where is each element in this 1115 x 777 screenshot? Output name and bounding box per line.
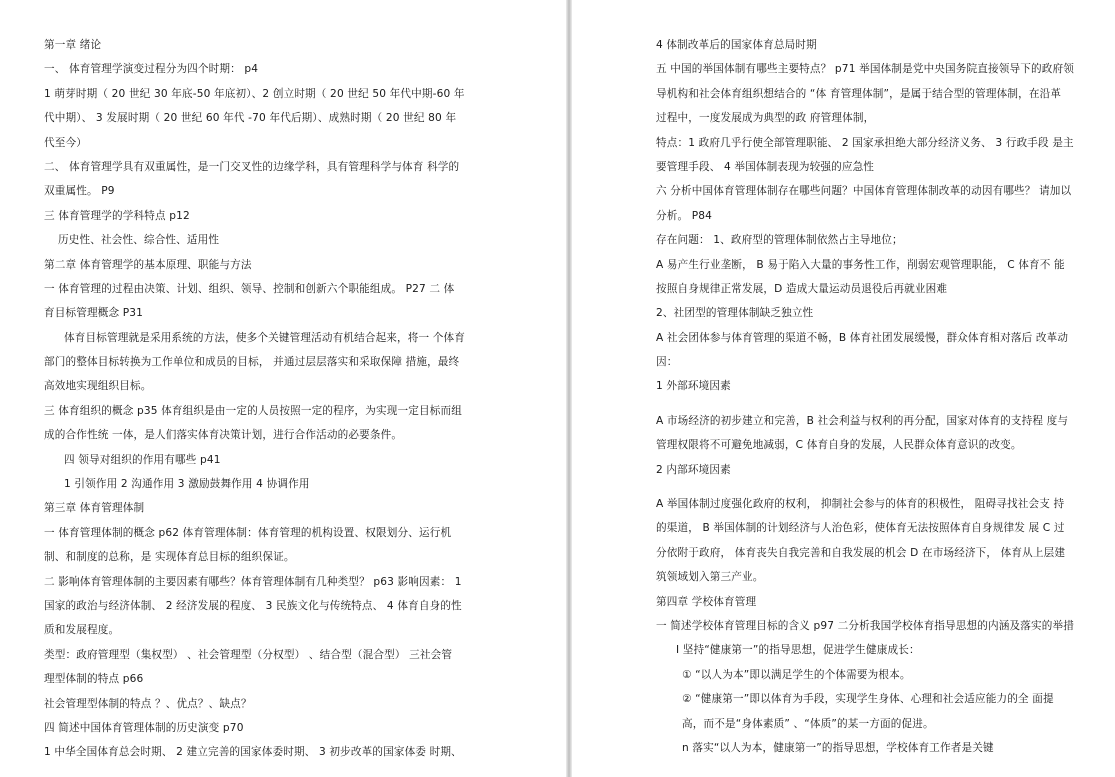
text-line: 一、 体育管理学演变过程分为四个时期： p4 <box>44 63 259 76</box>
text-line: 1 外部环境因素 <box>656 380 731 393</box>
text-line: I 坚持“健康第一”的指导思想，促进学生健康成长： <box>676 644 920 657</box>
left-text-column <box>44 33 504 765</box>
text-line: 管理权限将不可避免地减弱，C 体育自身的发展，人民群众体育意识的改变。 <box>656 439 1022 452</box>
text-line: 五 中国的举国体制有哪些主要特点？ p71 举国体制是党中央国务院直接领导下的政府领 <box>656 63 1074 76</box>
text-line: 社会管理型体制的特点 ？、优点？、缺点？ <box>44 697 252 710</box>
text-line: 一 体育管理体制的概念 p62 体育管理体制：体育管理的机构设置、权限划分、运行机 <box>44 526 452 539</box>
text-line: 三 体育组织的概念 p35 体育组织是由一定的人员按照一定的程序，为实现一定目标而组 <box>44 404 462 417</box>
text-line: 质和发展程度。 <box>44 624 120 637</box>
text-line: 1 引领作用 2 沟通作用 3 激励鼓舞作用 4 协调作用 <box>64 478 310 491</box>
text-line: 要管理手段、 4 举国体制表现为较强的应急性 <box>656 160 875 173</box>
text-line: 按照自身规律正常发展，D 造成大量运动员退役后再就业困难 <box>656 282 948 295</box>
text-line: 导机构和社会体育组织想结合的 “体 育管理体制”，是属于结合型的管理体制，在沿革 <box>656 87 1062 100</box>
chapter-heading: 第一章 绪论 <box>44 39 102 51</box>
text-line: 高效地实现组织目标。 <box>44 380 152 393</box>
text-line: 筑领域划入第三产业。 <box>656 571 764 584</box>
chapter-heading: 第四章 学校体育管理 <box>656 595 757 608</box>
text-line: 特点：1 政府几乎行使全部管理职能、 2 国家承担绝大部分经济义务、 3 行政手段 是主 <box>656 136 1074 149</box>
text-line: 四 简述中国体育管理体制的历史演变 p70 <box>44 721 244 734</box>
text-line: 育目标管理概念 P31 <box>44 307 144 320</box>
text-line: 2 内部环境因素 <box>656 463 731 476</box>
text-line: 成的合作性统 一体，是人们落实体育决策计划，进行合作活动的必要条件。 <box>44 429 403 442</box>
spacer <box>656 482 1112 492</box>
text-line: 二、 体育管理学具有双重属性，是一门交叉性的边缘学科，具有管理科学与体育 科学的 <box>44 160 460 173</box>
text-line: A 社会团体参与体育管理的渠道不畅，B 体育社团发展缓慢，群众体育相对落后 改革动 <box>656 331 1069 344</box>
text-line: 2、社团型的管理体制缺乏独立性 <box>656 307 814 320</box>
text-line: 因： <box>656 356 678 369</box>
right-text-column <box>656 33 1112 760</box>
chapter-heading: 第二章 体育管理学的基本原理、职能与方法 <box>44 258 252 271</box>
text-line: 类型：政府管理型（集权型） 、社会管理型（分权型） 、结合型（混合型） 三社会管 <box>44 648 453 661</box>
text-line: 四 领导对组织的作用有哪些 p41 <box>64 453 221 466</box>
text-line: A 市场经济的初步建立和完善，B 社会利益与权利的再分配，国家对体育的支持程 度与 <box>656 414 1069 427</box>
text-line: 过程中，一度发展成为典型的政 府管理体制， <box>656 112 875 125</box>
text-line: 二 影响体育管理体制的主要因素有哪些？体育管理体制有几种类型？ p63 影响因素： 1 <box>44 575 462 588</box>
text-line: 的渠道， B 举国体制的计划经济与人治色彩，使体育无法按照体育自身规律发 展 C 过 <box>656 522 1065 535</box>
text-line: 制、和制度的总称，是 实现体育总目标的组织保证。 <box>44 551 295 564</box>
text-line: ② “健康第一”即以体育为手段，实现学生身体、心理和社会适应能力的全 面提 <box>682 693 1054 706</box>
text-line: 理型体制的特点 p66 <box>44 673 144 686</box>
text-line: 分依附于政府， 体育丧失自我完善和自我发展的机会 D 在市场经济下， 体育从上层建 <box>656 546 1066 559</box>
right-page <box>572 0 1115 777</box>
text-line: A 易产生行业垄断， B 易于陷入大量的事务性工作，削弱宏观管理职能， C 体育不 能 <box>656 258 1065 271</box>
text-line: 历史性、社会性、综合性、适用性 <box>58 234 220 247</box>
text-line: 高，而不是“身体素质” 、“体质”的某一方面的促进。 <box>682 717 934 730</box>
text-line: 分析。 P84 <box>656 209 713 222</box>
text-line: 部门的整体目标转换为工作单位和成员的目标， 并通过层层落实和采取保障 措施，最终 <box>44 356 460 369</box>
text-line: 三 体育管理学的学科特点 p12 <box>44 209 190 222</box>
chapter-heading: 第三章 体育管理体制 <box>44 502 145 515</box>
text-line: 代至今） <box>44 136 87 149</box>
text-line: ① “以人为本”即以满足学生的个体需要为根本。 <box>682 668 911 681</box>
text-line: 1 萌芽时期（ 20 世纪 30 年底-50 年底初）、2 创立时期（ 20 世纪 50 年代中期-60 年 <box>44 87 465 100</box>
text-line: 代中期）、 3 发展时期（ 20 世纪 60 年代 -70 年代后期）、成熟时期（ 20 世纪 80 年 <box>44 112 457 125</box>
text-line: 国家的政治与经济体制、 2 经济发展的程度、 3 民族文化与传统特点、 4 体育自身的性 <box>44 599 462 612</box>
text-line: 双重属性。 P9 <box>44 185 115 198</box>
text-line: 4 体制改革后的国家体育总局时期 <box>656 39 817 51</box>
text-line: 1 中华全国体育总会时期、 2 建立完善的国家体委时期、 3 初步改革的国家体委 时期、 <box>44 746 462 759</box>
text-line: 六 分析中国体育管理体制存在哪些问题？中国体育管理体制改革的动因有哪些？ 请加以 <box>656 185 1072 198</box>
text-line: A 举国体制过度强化政府的权利， 抑制社会参与的体育的积极性， 阻碍寻找社会支 持 <box>656 498 1065 511</box>
text-line: 存在问题： 1、政府型的管理体制依然占主导地位； <box>656 234 903 247</box>
text-line: 一 体育管理的过程由决策、计划、组织、领导、控制和创新六个职能组成。 P27 二 体 <box>44 282 455 295</box>
text-line: 体育目标管理就是采用系统的方法，使多个关键管理活动有机结合起来，将一 个体育 <box>64 331 466 344</box>
spacer <box>656 399 1112 409</box>
text-line: 一 简述学校体育管理目标的含义 p97 二分析我国学校体育指导思想的内涵及落实的举措 <box>656 619 1074 632</box>
text-line: n 落实“以人为本，健康第一”的指导思想，学校体育工作者是关键 <box>682 741 994 754</box>
